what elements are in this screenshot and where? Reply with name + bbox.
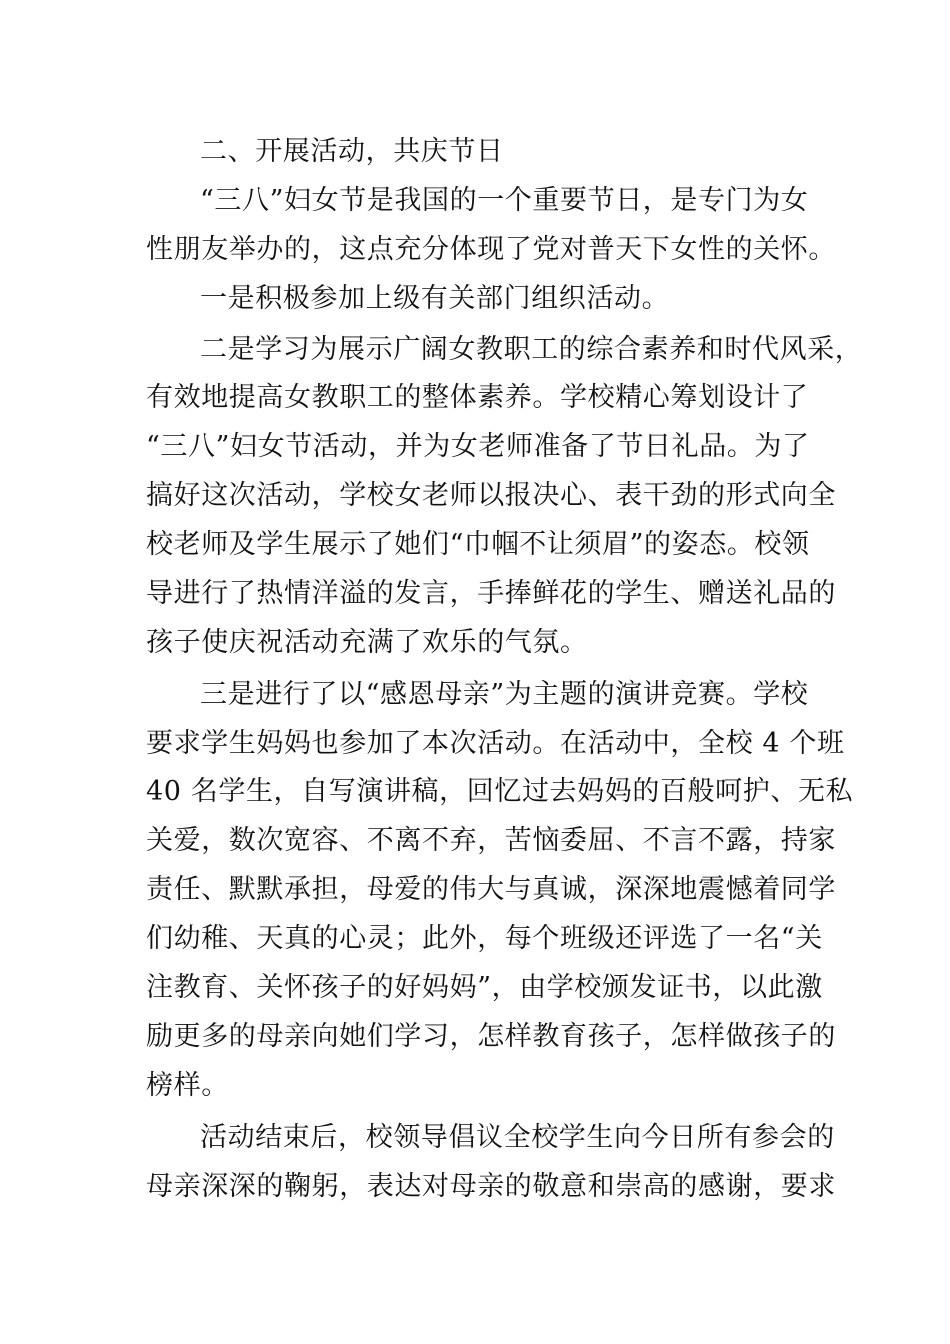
paragraph-4-line-7: 注教育、关怀孩子的好妈妈”，由学校颁发证书，以此激	[146, 972, 823, 1003]
section-heading: 二、开展活动，共庆节日	[200, 136, 504, 167]
paragraph-5-line-1: 活动结束后，校领导倡议全校学生向今日所有参会的	[200, 1122, 835, 1153]
paragraph-3-line-1: 二是学习为展示广阔女教职工的综合素养和时代风采，	[200, 334, 863, 365]
paragraph-4-line-6: 们幼稚、天真的心灵；此外，每个班级还评选了一名“关	[146, 923, 823, 954]
paragraph-3-line-3: “三八”妇女节活动，并为女老师准备了节日礼品。为了	[146, 431, 810, 462]
paragraph-4-line-2: 要求学生妈妈也参加了本次活动。在活动中，全校 4 个班	[146, 728, 845, 759]
paragraph-3-line-5: 校老师及学生展示了她们“巾帼不让须眉”的姿态。校领	[146, 529, 810, 560]
paragraph-5-line-2: 母亲深深的鞠躬，表达对母亲的敬意和崇高的感谢，要求	[146, 1171, 836, 1202]
paragraph-4-line-1: 三是进行了以“感恩母亲”为主题的演讲竞赛。学校	[200, 679, 809, 710]
paragraph-4-line-8: 励更多的母亲向她们学习，怎样教育孩子，怎样做孩子的	[146, 1021, 836, 1052]
paragraph-3-line-6: 导进行了热情洋溢的发言，手捧鲜花的学生、赠送礼品的	[146, 578, 836, 609]
paragraph-2-line-1: 一是积极参加上级有关部门组织活动。	[200, 283, 670, 314]
paragraph-3-line-4: 搞好这次活动，学校女老师以报决心、表干劲的形式向全	[146, 480, 836, 511]
paragraph-1-line-1: “三八”妇女节是我国的一个重要节日，是专门为女	[200, 185, 809, 216]
paragraph-3-line-7: 孩子使庆祝活动充满了欢乐的气氛。	[146, 627, 588, 658]
paragraph-4-line-4: 关爱，数次宽容、不离不弃，苦恼委屈、不言不露，持家	[146, 825, 836, 856]
paragraph-4-line-9: 榜样。	[146, 1070, 229, 1101]
paragraph-4-line-3: 40 名学生，自写演讲稿，回忆过去妈妈的百般呵护、无私	[146, 776, 854, 807]
paragraph-4-line-5: 责任、默默承担，母爱的伟大与真诚，深深地震憾着同学	[146, 874, 836, 905]
paragraph-1-line-2: 性朋友举办的，这点充分体现了党对普天下女性的关怀。	[146, 234, 836, 265]
paragraph-3-line-2: 有效地提高女教职工的整体素养。学校精心筹划设计了	[146, 382, 809, 413]
